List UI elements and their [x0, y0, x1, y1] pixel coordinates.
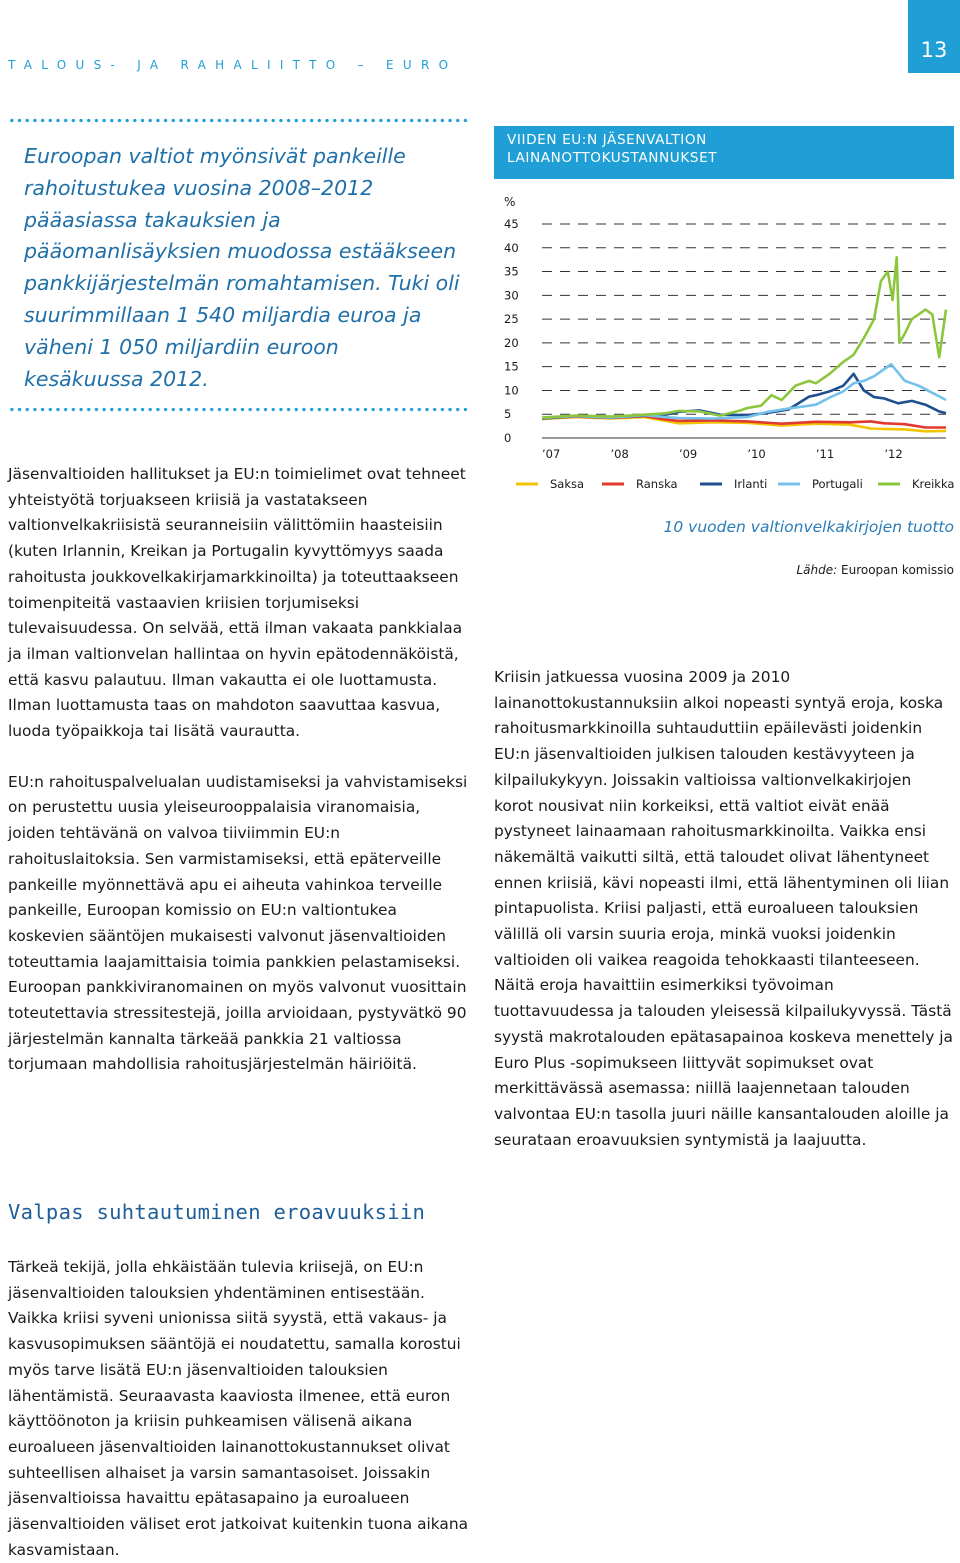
chart-title: VIIDEN EU:N JÄSENVALTION LAINANOTTOKUSTANNUKSET	[507, 132, 718, 166]
series-line-irlanti	[542, 374, 946, 419]
y-tick-label: 40	[504, 240, 519, 255]
legend-label-saksa: Saksa	[550, 477, 585, 491]
pullquote: Euroopan valtiot myönsivät pankeille rahoitustukea vuosina 2008–2012 pääasiassa takauksien ja pääomanlisäyksien muodossa estääkseen pankkijärjestelmän romahtamisen. Tuki oli suurimmillaan 1 540 miljardia euroa ja väheni 1 050 miljardiin euroon kesäkuussa 2012.	[24, 144, 460, 391]
dotted-divider-top	[8, 118, 470, 123]
y-tick-label: 15	[504, 359, 519, 374]
legend-label-portugali: Portugali	[812, 477, 863, 491]
y-tick-label: 20	[504, 335, 519, 350]
y-tick-label: 35	[504, 264, 519, 279]
source-label: Lähde:	[796, 563, 838, 577]
left-column-text	[8, 462, 470, 1078]
legend-label-kreikka: Kreikka	[912, 477, 954, 491]
y-tick-label: 25	[504, 312, 519, 327]
page-number-tab	[908, 0, 960, 73]
series-line-kreikka	[542, 257, 946, 417]
dotted-divider-bottom	[8, 407, 470, 412]
y-tick-label: 30	[504, 288, 519, 303]
page-number: 13	[920, 38, 948, 62]
x-tick-label: ’07	[542, 447, 561, 461]
paragraph: Kriisin jatkuessa vuosina 2009 ja 2010 lainanottokustannuksiin alkoi nopeasti syntyä eroja, koska rahoitusmarkkinoilla suhtauduttiin epäilevästi joidenkin EU:n jäsenvaltioiden julkisen talouden kestävyyteen ja kilpailukykyyn. Joissakin valtioissa valtionvelkakirjojen korot nousivat niin korkeiksi, että valtiot eivät enää pystyneet lainaamaan rahoitusmarkkinoilta. Vaikka ensi näkemältä vaikutti siltä, että taloudet olivat lähentyneet ennen kriisiä, kävi nopeasti ilmi, että lähentyminen oli liian pintapuolista. Kriisi paljasti, että euroalueen talouksien välillä oli varsin suuria eroja, minkä vuoksi joidenkin valtioiden oli vaikea reagoida tehokkaasti tilanteeseen. Näitä eroja havaittiin esimerkiksi työvoiman tuottavuudessa ja talouden yleisessä kilpailukyvyssä. Tästä syystä makrotalouden epätasapainoa koskeva menettely ja Euro Plus -sopimukseen liittyvät sopimukset ovat merkittävässä asemassa: niillä laajennetaan talouden valvontaa EU:n tasolla juuri näille kansantalouden aloille ja seurataan eroavuuksien syntymistä ja laajuutta.	[494, 668, 953, 1149]
chart-subtitle: 10 vuoden valtionvelkakirjojen tuotto	[663, 518, 954, 536]
source-value: Euroopan komissio	[837, 563, 954, 577]
y-tick-label: 0	[504, 431, 512, 445]
y-tick-label: 45	[504, 217, 519, 231]
y-axis-unit-label: %	[504, 195, 516, 209]
bottom-left-text	[8, 1255, 470, 1563]
paragraph: Tärkeä tekijä, jolla ehkäistään tulevia kriisejä, on EU:n jäsenvaltioiden talouksien yhdentäminen entisestään. Vaikka kriisi syveni unionissa siitä syystä, että vakaus- ja kasvusopimuksen sääntöjä ei noudatettu, samalla korostui myös tarve lisätä EU:n jäsenvaltioiden talouksien lähentämistä. Seuraavasta kaaviosta ilmenee, että euron käyttöönoton ja kriisin puhkeamisen välisenä aikana euroalueen jäsenvaltioiden lainanottokustannukset olivat suhteellisen alhaiset ja varsin samantasoiset. Joissakin jäsenvaltioissa havaittu epätasapaino ja euroalueen jäsenvaltioiden väliset erot jatkoivat kuitenkin tuona aikana kasvamistaan.	[8, 1258, 469, 1559]
section-heading: Valpas suhtautuminen eroavuuksiin	[8, 1200, 426, 1224]
yield-line-chart	[494, 179, 954, 499]
chart-source	[797, 563, 955, 577]
y-tick-label: 5	[504, 407, 512, 422]
x-tick-label: ’08	[610, 447, 629, 461]
right-column-text	[494, 665, 954, 1153]
x-tick-label: ’09	[678, 447, 698, 461]
y-tick-label: 10	[504, 383, 519, 398]
x-tick-label: ’10	[747, 447, 766, 461]
legend-label-irlanti: Irlanti	[734, 477, 768, 491]
paragraph: EU:n rahoituspalvelualan uudistamiseksi ja vahvistamiseksi on perustettu uusia yleiseurooppalaisia viranomaisia, joiden tehtävänä on valvoa tiiviimmin EU:n rahoituslaitoksia. Sen varmistamiseksi, että epäterveille pankeille myönnettävä apu ei aiheuta vahinkoa terveille pankeille, Euroopan komissio on EU:n valtiontukea koskevien sääntöjen mukaisesti valvonut jäsenvaltioiden toteuttamia laajamittaisia toimia pankkien pelastamiseksi. Euroopan pankkiviranomainen on myös valvonut vuosittain toteutettavia stressitestejä, joilla arvioidaan, pystyvätkö 90 järjestelmän kannalta tärkeää pankkia 21 valtiossa torjumaan mahdollisia rahoitusjärjestelmän häiriöitä.	[8, 772, 468, 1074]
x-tick-label: ’12	[884, 447, 903, 461]
paragraph: Jäsenvaltioiden hallitukset ja EU:n toimielimet ovat tehneet yhteistyötä torjuakseen kriisiä ja vastatakseen valtionvelkakriisistä seuranneisiin välittömiin haasteisiin (kuten Irlannin, Kreikan ja Portugalin kyvyttömyys saada rahoitusta joukkovelkakirjamarkkinoilta) ja toteuttaakseen toimenpiteitä vastaavien kriisien torjumiseksi tulevaisuudessa. On selvää, että ilman vakaata pankkialaa ja ilman valtionvelan hallintaa on hyvin epätodennäköistä, että kasvu palautuu. Ilman vakautta ei ole luottamusta. Ilman luottamusta taas on mahdoton saavuttaa kasvua, luoda työpaikkoja tai lisätä vaurautta.	[8, 465, 466, 741]
legend-label-ranska: Ranska	[636, 477, 678, 491]
section-title: TALOUS- JA RAHALIITTO – EURO	[8, 58, 458, 72]
x-tick-label: ’11	[815, 447, 835, 461]
